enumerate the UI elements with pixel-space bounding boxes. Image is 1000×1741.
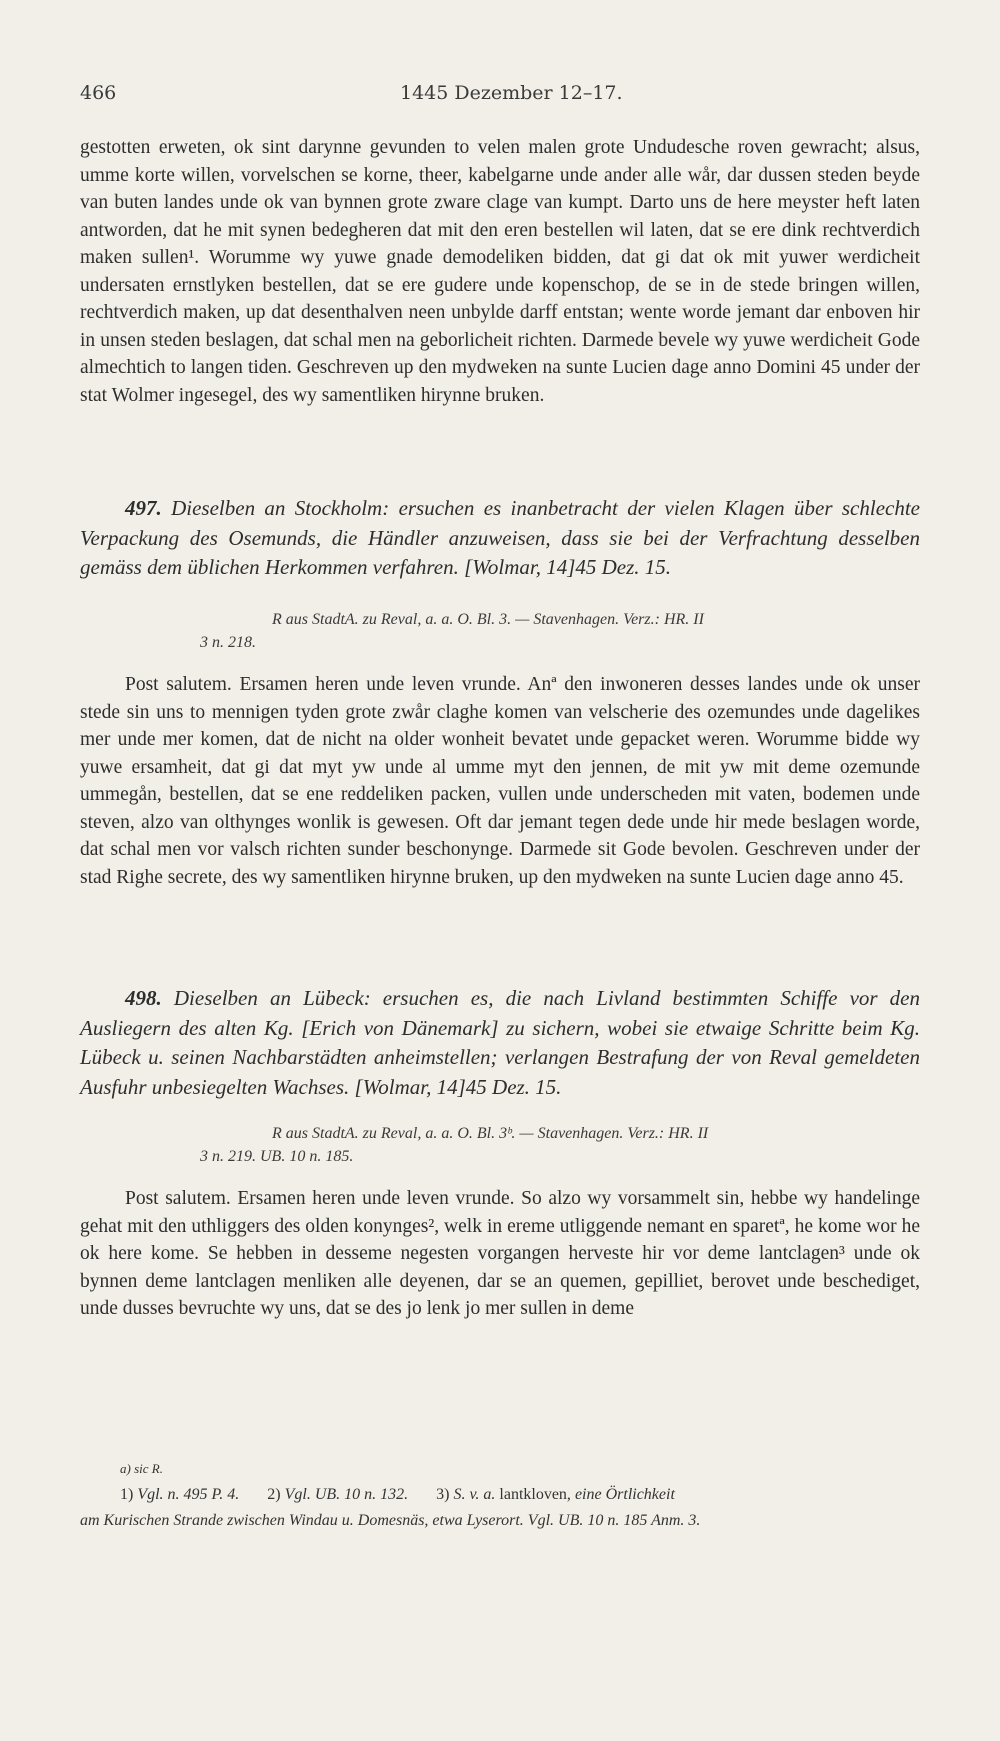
entry-498-number: 498. bbox=[125, 986, 162, 1010]
entry-498-heading bbox=[80, 984, 920, 1102]
entry-497-source bbox=[80, 608, 920, 654]
footnote-2: Vgl. UB. 10 n. 132. bbox=[284, 1486, 409, 1503]
entry-497-body: Post salutem. Ersamen heren unde leven vrunde. Anª den inwoneren desses landes unde ok unser stede sin uns to mennigen tyden grote zwår claghe komen van velscherie des ozemundes unde dagelikes mer unde mer komen, dat de nicht na older wonheit bevatet unde gepacket weren. Worumme bidde wy yuwe ersamheit, dat gi dat myt yw unde al umme myt den jennen, de mit yw mit deme ozemunde ummegån, bestellen, dat se ene reddeliken packen, vullen unde underscheden mit vaten, bodemen unde steven, alzo van olthynges wonlik is gewesen. Oft dar jemant tegen dede unde hir mede beslagen worde, dat schal men vor valsch richten sunder beschonynge. Darmede sit Gode bevolen. Geschreven under der stad Righe secrete, des wy samentliken hirynne bruken, up den mydweken na sunte Lucien dage anno 45. bbox=[80, 674, 920, 888]
entry-498-body: Post salutem. Ersamen heren unde leven vrunde. So alzo wy vorsammelt sin, hebbe wy handelinge gehat mit den uthliggers des olden konynges², welk in ereme utliggende nemant en sparetª, he kome wor he ok here kome. Se hebben in desseme negesten vorgangen herveste hir vor deme lantclagen³ unde ok bynnen deme lantclagen menliken alle deyenen, dar se an quemen, gepilliet, berovet unde beschediget, unde dusses bevruchte wy uns, dat se des jo lenk jo mer sullen in deme bbox=[80, 1188, 920, 1319]
entry-498-source-line2: 3 n. 219. UB. 10 n. 185. bbox=[200, 1148, 354, 1165]
footnotes bbox=[80, 1456, 920, 1534]
entry-497-summary: Dieselben an Stockholm: ersuchen es inanbetracht der vielen Klagen über schlechte Verpackung des Osemunds, die Händler anzuweisen, dass sie bei der Verfrachtung desselben gemäss dem üblichen Herkommen verfahren. [Wolmar, 14]45 Dez. 15. bbox=[80, 496, 920, 579]
entry-497-number: 497. bbox=[125, 496, 162, 520]
footnote-3-a: S. v. a. bbox=[453, 1486, 496, 1503]
document-page bbox=[80, 0, 920, 1741]
footnote-2-mark: 2) bbox=[267, 1486, 281, 1503]
footnote-1: Vgl. n. 495 P. 4. bbox=[137, 1486, 240, 1503]
page-number: 466 bbox=[80, 82, 117, 104]
footnote-3-c: eine Örtlichkeit bbox=[574, 1486, 675, 1503]
footnote-line-1 bbox=[80, 1482, 920, 1508]
entry-498-source bbox=[80, 1122, 920, 1168]
footnote-3-b: lantkloven, bbox=[499, 1486, 571, 1503]
footnote-3-mark: 3) bbox=[436, 1486, 450, 1503]
entry-498-summary: Dieselben an Lübeck: ersuchen es, die nach Livland bestimmten Schiffe vor den Ausliegern des alten Kg. [Erich von Dänemark] zu sichern, wobei sie etwaige Schritte beim Kg. Lübeck u. seinen Nachbarstädten anheimstellen; verlangen Bestrafung der von Reval gemeldeten Ausfuhr unbesiegelten Wachses. [Wolmar, 14]45 Dez. 15. bbox=[80, 986, 920, 1099]
entry-497-source-line1: R aus StadtA. zu Reval, a. a. O. Bl. 3. — Stavenhagen. Verz.: HR. II bbox=[272, 611, 704, 628]
footnote-3-line2: am Kurischen Strande zwischen Windau u. Domesnäs, etwa Lyserort. Vgl. UB. 10 n. 185 Anm. 3. bbox=[80, 1512, 701, 1529]
continued-letter-text: gestotten erweten, ok sint darynne gevunden to velen malen grote Undudesche roven gewracht; alsus, umme korte willen, vorvelschen se korne, theer, kabelgarne unde ander alle wår, dar dussen steden beyde van buten landes unde ok van bynnen grote zware clage van kumpt. Darto uns de here meyster heft laten antworden, dat he mit synen bedegheren dat mit den eren bestellen wil laten, dat se ere dink rechtverdich maken sullen¹. Worumme wy yuwe gnade demodeliken bidden, dat gi dat ok mit yuwer werdicheit undersaten ernstlyken bestellen, dat se ere gudere unde kopenschop, de se in de stede bringen willen, rechtverdich maken, up dat desenthalven neen unbylde darff entstan; wente worde jemant dar enboven hir in unsen steden beslagen, dat schal men na geborlicheit richten. Darmede bevele wy yuwe werdicheit Gode almechtich to langen tiden. Geschreven up den mydweken na sunte Lucien dage anno Domini 45 under der stat Wolmer ingesegel, des wy samentliken hirynne bruken. bbox=[80, 137, 920, 406]
footnote-1-mark: 1) bbox=[120, 1486, 134, 1503]
entry-498-source-line1: R aus StadtA. zu Reval, a. a. O. Bl. 3ᵇ. — Stavenhagen. Verz.: HR. II bbox=[272, 1125, 709, 1142]
entry-497-heading bbox=[80, 494, 920, 583]
footnote-a: a) sic R. bbox=[120, 1461, 163, 1476]
running-title: 1445 Dezember 12–17. bbox=[400, 82, 623, 104]
entry-497-source-line2: 3 n. 218. bbox=[200, 634, 256, 651]
